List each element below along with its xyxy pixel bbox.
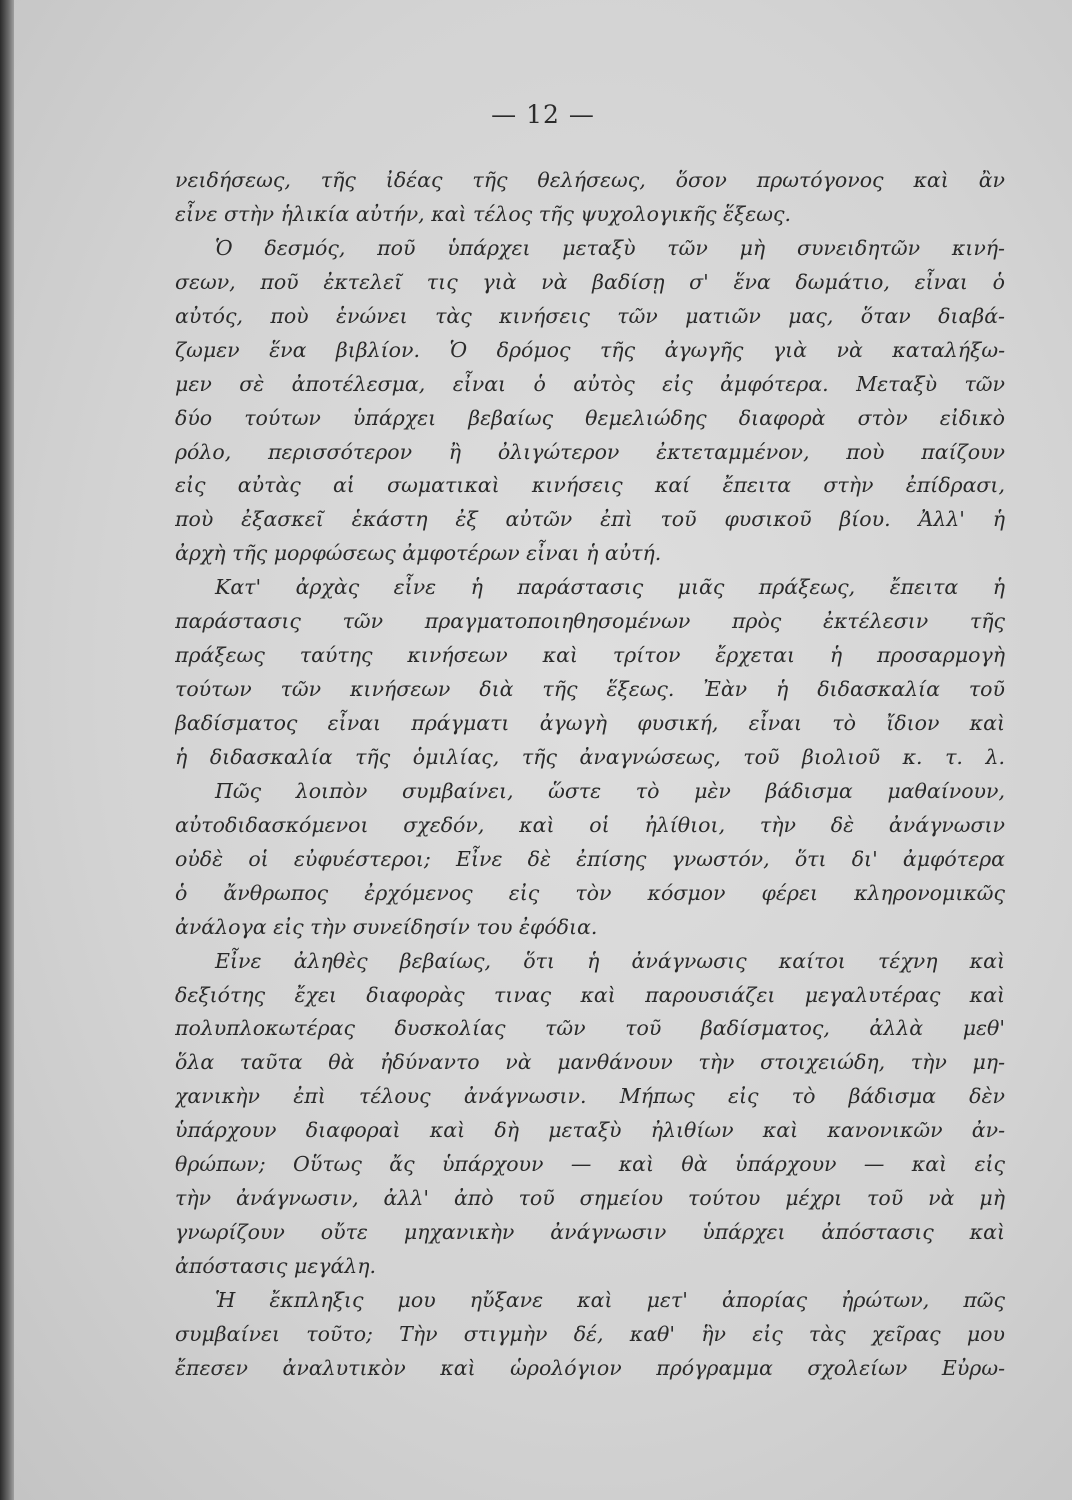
text-line: πράξεως ταύτης κινήσεων καὶ τρίτον ἔρχεται ἡ προσαρμογὴ — [175, 643, 1005, 668]
text-line: αὐτός, ποὺ ἑνώνει τὰς κινήσεις τῶν ματιῶν μας, ὅταν διαβά- — [175, 303, 1005, 328]
body-text — [175, 164, 1005, 1386]
text-line: Κατ' ἀρχὰς εἶνε ἡ παράστασις μιᾶς πράξεως, ἔπειτα ἡ — [215, 575, 1005, 600]
text-line: δεξιότης ἔχει διαφορὰς τινας καὶ παρουσιάζει μεγαλυτέρας καὶ — [175, 982, 1005, 1007]
text-line: ὑπάρχουν διαφοραὶ καὶ δὴ μεταξὺ ἠλιθίων καὶ κανονικῶν ἀν- — [175, 1118, 1005, 1143]
text-line: ἀπόστασις μεγάλη. — [175, 1254, 377, 1278]
book-binding-edge — [0, 0, 14, 1500]
text-line: οὐδὲ οἱ εὐφυέστεροι; Εἶνε δὲ ἐπίσης γνωστόν, ὅτι δι' ἀμφότερα — [175, 846, 1005, 871]
text-line: ἡ διδασκαλία τῆς ὁμιλίας, τῆς ἀναγνώσεως, τοῦ βιολιοῦ κ. τ. λ. — [175, 744, 1005, 769]
text-line: ὁ ἄνθρωπος ἐρχόμενος εἰς τὸν κόσμον φέρει κληρονομικῶς — [175, 880, 1005, 905]
text-line: αὐτοδιδασκόμενοι σχεδόν, καὶ οἱ ἠλίθιοι, τὴν δὲ ἀνάγνωσιν — [175, 812, 1005, 837]
text-line: ποὺ ἐξασκεῖ ἑκάστη ἐξ αὐτῶν ἐπὶ τοῦ φυσικοῦ βίου. Ἀλλ' ἡ — [175, 507, 1005, 532]
text-line: ἔπεσεν ἀναλυτικὸν καὶ ὡρολόγιον πρόγραμμα σχολείων Εὐρω- — [175, 1355, 1005, 1380]
text-line: Εἶνε ἀληθὲς βεβαίως, ὅτι ἡ ἀνάγνωσις καίτοι τέχνη καὶ — [215, 948, 1005, 973]
text-line: δύο τούτων ὑπάρχει βεβαίως θεμελιώδης διαφορὰ στὸν εἰδικὸ — [175, 405, 1005, 430]
text-line: γνωρίζουν οὔτε μηχανικὴν ἀνάγνωσιν ὑπάρχει ἀπόστασις καὶ — [175, 1220, 1005, 1245]
text-line: εἰς αὐτὰς αἱ σωματικαὶ κινήσεις καί ἔπειτα στὴν ἐπίδρασι, — [175, 473, 1005, 498]
text-line: σεων, ποῦ ἐκτελεῖ τις γιὰ νὰ βαδίσῃ σ' ἕνα δωμάτιο, εἶναι ὁ — [175, 269, 1005, 294]
text-line: εἶνε στὴν ἡλικία αὐτήν, καὶ τέλος τῆς ψυχολογικῆς ἕξεως. — [175, 201, 791, 226]
text-line: βαδίσματος εἶναι πράγματι ἀγωγὴ φυσική, εἶναι τὸ ἴδιον καὶ — [175, 711, 1005, 735]
text-line: τούτων τῶν κινήσεων διὰ τῆς ἕξεως. Ἐὰν ἡ διδασκαλία τοῦ — [175, 677, 1005, 702]
text-line: θρώπων; Οὕτως ἄς ὑπάρχουν — καὶ θὰ ὑπάρχουν — καὶ εἰς — [175, 1152, 1005, 1177]
text-line: νειδήσεως, τῆς ἰδέας τῆς θελήσεως, ὅσον πρωτόγονος καὶ ἂν — [175, 168, 1005, 192]
book-page — [14, 0, 1072, 1500]
text-line: Ἡ ἔκπληξις μου ηὔξανε καὶ μετ' ἀπορίας ἠρώτων, πῶς — [215, 1287, 1005, 1312]
text-line: μεν σὲ ἀποτέλεσμα, εἶναι ὁ αὐτὸς εἰς ἀμφότερα. Μεταξὺ τῶν — [175, 371, 1005, 396]
text-line: Ὁ δεσμός, ποῦ ὑπάρχει μεταξὺ τῶν μὴ συνειδητῶν κινή- — [215, 235, 1005, 260]
text-line: Πῶς λοιπὸν συμβαίνει, ὥστε τὸ μὲν βάδισμα μαθαίνουν, — [215, 778, 1005, 803]
text-line: χανικὴν ἐπὶ τέλους ἀνάγνωσιν. Μήπως εἰς τὸ βάδισμα δὲν — [175, 1084, 1005, 1109]
page-number: — 12 — — [491, 100, 595, 129]
text-line: ζωμεν ἕνα βιβλίον. Ὁ δρόμος τῆς ἀγωγῆς γιὰ νὰ καταλήξω- — [175, 337, 1005, 362]
text-line: πολυπλοκωτέρας δυσκολίας τῶν τοῦ βαδίσματος, ἀλλὰ μεθ' — [175, 1016, 1005, 1041]
text-line: τὴν ἀνάγνωσιν, ἀλλ' ἀπὸ τοῦ σημείου τούτου μέχρι τοῦ νὰ μὴ — [175, 1186, 1005, 1211]
text-line: συμβαίνει τοῦτο; Τὴν στιγμὴν δέ, καθ' ἣν εἰς τὰς χεῖρας μου — [175, 1321, 1005, 1346]
text-line: παράστασις τῶν πραγματοποιηθησομένων πρὸς ἐκτέλεσιν τῆς — [175, 609, 1005, 634]
text-line: ὅλα ταῦτα θὰ ἠδύναντο νὰ μανθάνουν τὴν στοιχειώδη, τὴν μη- — [175, 1050, 1005, 1075]
text-line: ρόλο, περισσότερον ἢ ὀλιγώτερον ἐκτεταμμένον, ποὺ παίζουν — [175, 439, 1005, 464]
text-line: ἀρχὴ τῆς μορφώσεως ἀμφοτέρων εἶναι ἡ αὐτή. — [175, 541, 662, 566]
text-line: ἀνάλογα εἰς τὴν συνείδησίν του ἐφόδια. — [175, 914, 598, 939]
